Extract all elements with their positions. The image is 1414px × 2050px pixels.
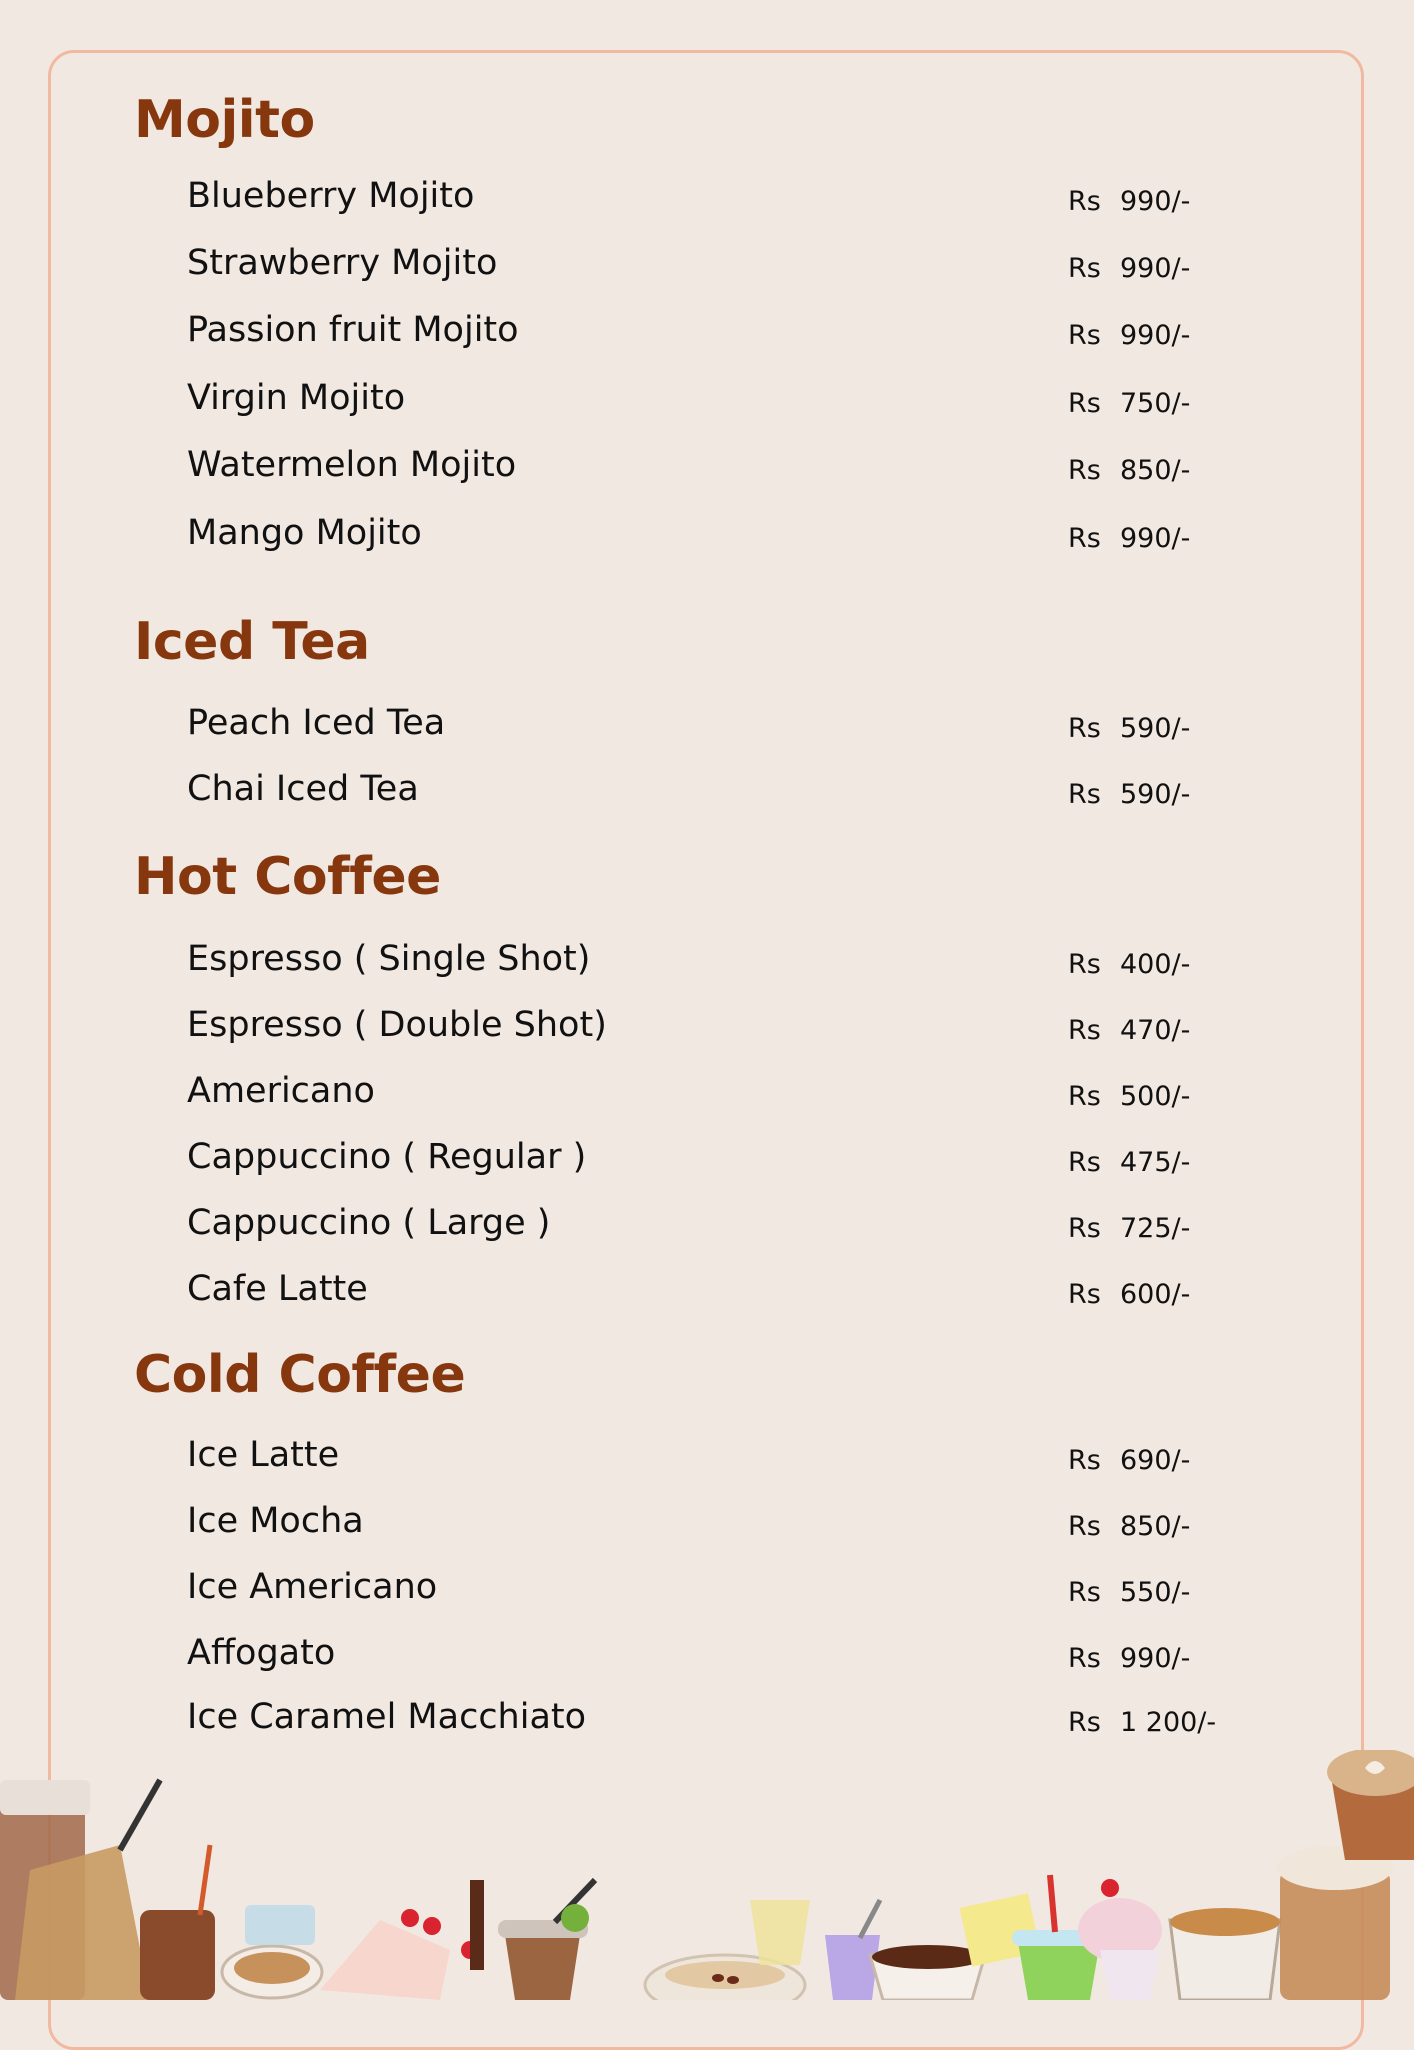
item-price (1068, 949, 1190, 980)
item-price (1068, 1081, 1190, 1112)
item-price (1068, 713, 1190, 744)
item-name: Virgin Mojito (187, 378, 406, 418)
item-price (1068, 186, 1190, 217)
section-heading-iced-tea: Iced Tea (134, 612, 370, 672)
item-name: Blueberry Mojito (187, 176, 475, 216)
menu-item (0, 939, 1414, 985)
item-price (1068, 1643, 1190, 1674)
menu-item (0, 445, 1414, 491)
currency-label: Rs (1068, 1707, 1101, 1738)
currency-label: Rs (1068, 1643, 1101, 1674)
currency-label: Rs (1068, 1015, 1101, 1046)
menu-item (0, 1137, 1414, 1183)
price-amount: 400/- (1120, 949, 1191, 980)
menu-item (0, 310, 1414, 356)
currency-label: Rs (1068, 186, 1101, 217)
menu-item (0, 1697, 1414, 1743)
price-amount: 850/- (1120, 455, 1191, 486)
menu-item (0, 1567, 1414, 1613)
item-name: Ice Latte (187, 1435, 340, 1475)
menu-item (0, 1203, 1414, 1249)
price-amount: 500/- (1120, 1081, 1191, 1112)
price-amount: 725/- (1120, 1213, 1191, 1244)
price-amount: 475/- (1120, 1147, 1191, 1178)
menu-item (0, 1269, 1414, 1315)
item-price (1068, 1445, 1190, 1476)
currency-label: Rs (1068, 388, 1101, 419)
currency-label: Rs (1068, 1213, 1101, 1244)
item-name: Affogato (187, 1633, 336, 1673)
price-amount: 990/- (1120, 523, 1191, 554)
price-amount: 990/- (1120, 320, 1191, 351)
price-amount: 750/- (1120, 388, 1191, 419)
currency-label: Rs (1068, 713, 1101, 744)
price-amount: 690/- (1120, 1445, 1191, 1476)
currency-label: Rs (1068, 1445, 1101, 1476)
item-price (1068, 1147, 1190, 1178)
currency-label: Rs (1068, 1279, 1101, 1310)
price-amount: 990/- (1120, 253, 1191, 284)
item-price (1068, 1015, 1190, 1046)
item-name: Cappuccino ( Large ) (187, 1203, 551, 1243)
item-price (1068, 320, 1190, 351)
item-name: Watermelon Mojito (187, 445, 517, 485)
item-name: Ice Mocha (187, 1501, 364, 1541)
item-name: Peach Iced Tea (187, 703, 446, 743)
currency-label: Rs (1068, 1511, 1101, 1542)
item-name: Passion fruit Mojito (187, 310, 519, 350)
menu-item (0, 378, 1414, 424)
item-name: Cafe Latte (187, 1269, 368, 1309)
item-price (1068, 523, 1190, 554)
menu-item (0, 1071, 1414, 1117)
item-name: Strawberry Mojito (187, 243, 498, 283)
item-name: Mango Mojito (187, 513, 422, 553)
item-name: Espresso ( Single Shot) (187, 939, 591, 979)
menu-item (0, 176, 1414, 222)
item-price (1068, 1707, 1216, 1738)
item-price (1068, 1577, 1190, 1608)
beverage-collage-icon (0, 1750, 1414, 2000)
item-price (1068, 1511, 1190, 1542)
price-amount: 470/- (1120, 1015, 1191, 1046)
item-price (1068, 455, 1190, 486)
currency-label: Rs (1068, 455, 1101, 486)
item-price (1068, 1213, 1190, 1244)
currency-label: Rs (1068, 949, 1101, 980)
menu-item (0, 513, 1414, 559)
menu-item (0, 1633, 1414, 1679)
item-name: Ice Caramel Macchiato (187, 1697, 587, 1737)
currency-label: Rs (1068, 1081, 1101, 1112)
item-name: Espresso ( Double Shot) (187, 1005, 607, 1045)
price-amount: 550/- (1120, 1577, 1191, 1608)
menu-item (0, 1435, 1414, 1481)
section-heading-hot-coffee: Hot Coffee (134, 847, 441, 907)
menu-item (0, 1501, 1414, 1547)
currency-label: Rs (1068, 523, 1101, 554)
item-name: Ice Americano (187, 1567, 438, 1607)
item-price (1068, 779, 1190, 810)
menu-item (0, 769, 1414, 815)
currency-label: Rs (1068, 1577, 1101, 1608)
price-amount: 600/- (1120, 1279, 1191, 1310)
menu-item (0, 703, 1414, 749)
section-heading-cold-coffee: Cold Coffee (134, 1345, 466, 1405)
price-amount: 1 200/- (1120, 1707, 1217, 1738)
item-price (1068, 253, 1190, 284)
menu-item (0, 243, 1414, 289)
item-name: Americano (187, 1071, 375, 1111)
item-price (1068, 1279, 1190, 1310)
price-amount: 990/- (1120, 186, 1191, 217)
price-amount: 590/- (1120, 713, 1191, 744)
currency-label: Rs (1068, 1147, 1101, 1178)
item-price (1068, 388, 1190, 419)
item-name: Cappuccino ( Regular ) (187, 1137, 587, 1177)
price-amount: 990/- (1120, 1643, 1191, 1674)
section-heading-mojito: Mojito (134, 90, 315, 150)
item-name: Chai Iced Tea (187, 769, 419, 809)
currency-label: Rs (1068, 320, 1101, 351)
price-amount: 590/- (1120, 779, 1191, 810)
price-amount: 850/- (1120, 1511, 1191, 1542)
currency-label: Rs (1068, 779, 1101, 810)
menu-item (0, 1005, 1414, 1051)
currency-label: Rs (1068, 253, 1101, 284)
